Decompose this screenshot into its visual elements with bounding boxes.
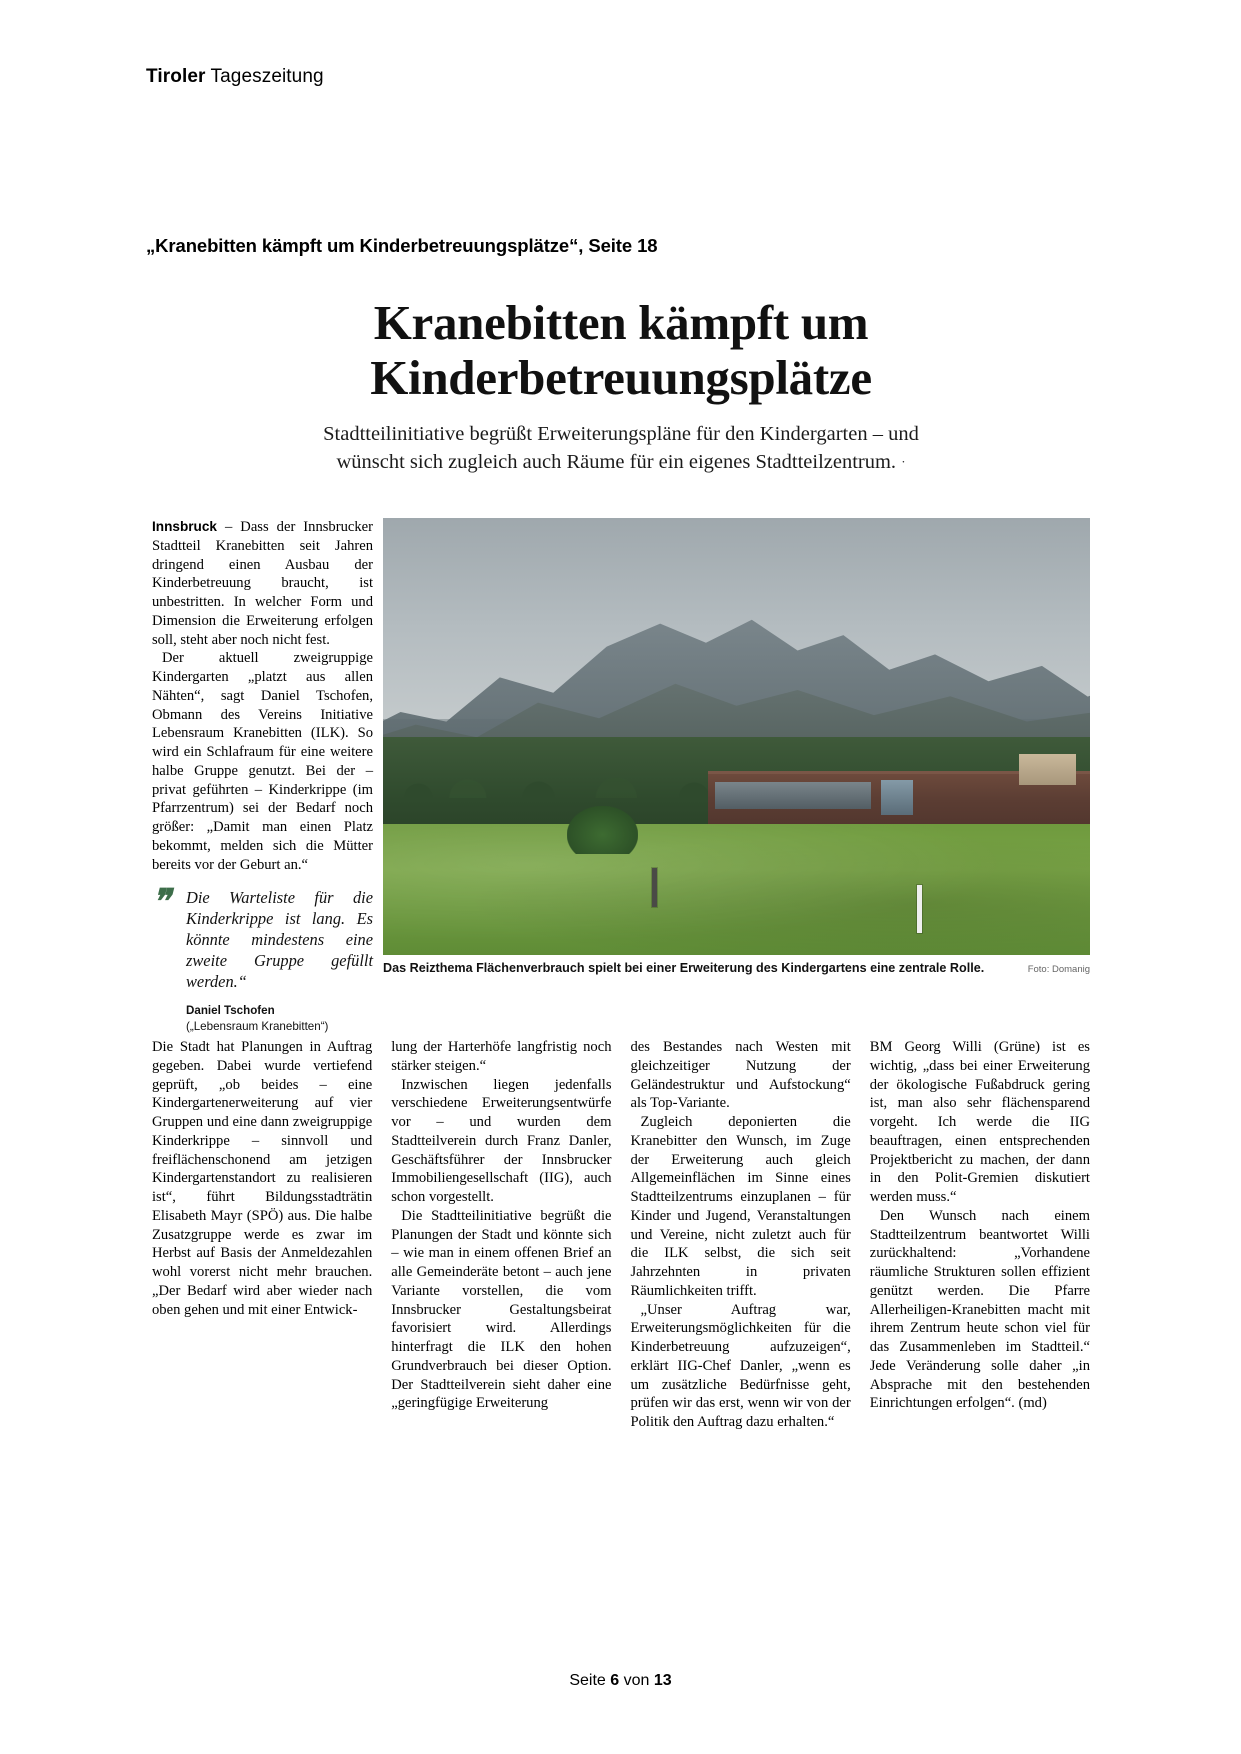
article-column-3 <box>631 1038 851 1432</box>
footer-current-page: 6 <box>610 1672 620 1689</box>
column-2-paragraph-1: lung der Harterhöfe langfristig noch stärker steigen.“ <box>391 1039 612 1074</box>
photo-building-window-band <box>715 782 871 808</box>
article-upper-block <box>152 518 1090 1035</box>
subheadline-line-2 <box>182 448 1060 476</box>
masthead-brand-bold: Tiroler <box>146 66 206 87</box>
headline-line-2: Kinderbetreuungsplätze <box>370 349 872 405</box>
subheadline-line-1: Stadtteilinitiative begrüßt Erweiterungspläne für den Kindergarten – und <box>323 422 919 445</box>
photo-neighbour-house <box>1019 754 1076 785</box>
photo-post-left <box>652 868 657 907</box>
column-3-paragraph-1: des Bestandes nach Westen mit gleichzeitiger Nutzung der Geländestruktur und Aufstockung“ als Top-Variante. <box>630 1039 851 1112</box>
column-3-paragraph-3: „Unser Auftrag war, Erweiterungsmöglichkeiten für die Kinderbetreuung aufzuzeigen“, erklärt IIG-Chef Danler, „wenn es um zusätzliche Bedürfnisse geht, prüfen wir das erst, wenn wir von der Politik den Auftrag dazu erhalten.“ <box>630 1301 851 1430</box>
photo-building-window-tall <box>881 780 913 815</box>
photo-caption-bar <box>383 961 1090 975</box>
article-column-1 <box>152 1038 372 1432</box>
pull-quote-author-role: („Lebensraum Kranebitten“) <box>186 1019 329 1033</box>
masthead <box>146 66 324 88</box>
subheadline-line-2-text: wünscht sich zugleich auch Räume für ein eigenes Stadtteilzentrum. <box>336 451 897 474</box>
article-headline <box>192 296 1050 406</box>
lead-paragraph-1 <box>152 518 373 649</box>
column-2-paragraph-2: Inzwischen liegen jedenfalls verschiedene Erweiterungsentwürfe vor – und wurden dem Stadtteilverein durch Franz Danler, Geschäftsführer der Innsbrucker Immobiliengesellschaft (IIG), auch schon vorgestellt. <box>391 1076 612 1205</box>
quote-mark-icon: ❞ <box>152 884 169 922</box>
photo-bush <box>567 806 638 854</box>
lead-paragraph-2: Der aktuell zweigruppige Kindergarten „platzt aus allen Nähten“, sagt Daniel Tschofen, Obmann des Vereins Initiative Lebensraum Kranebitten (ILK). So wird ein Schlafraum für eine weitere halbe Gruppe genutzt. Bei der – privat geführten – Kinderkrippe (im Pfarrzentrum) sei der Bedarf noch größer: „Damit man einen Platz bekommt, melden sich die Mütter bereits vor der Geburt an.“ <box>152 650 373 873</box>
photo-post-right <box>917 885 922 933</box>
column-2-paragraph-3: Die Stadtteilinitiative begrüßt die Planungen der Stadt und könnte sich – wie man in einem offenen Brief an alle Gemeinderäte betont – auch jene Variante vorstellen, die vom Innsbrucker Gestaltungsbeirat favorisiert wird. Allerdings hinterfragt die ILK den hohen Grundverbrauch bei dieser Option. Der Stadtteilverein sieht daher eine „geringfügige Erweiterung <box>391 1207 612 1412</box>
article-lead-column <box>152 518 373 1035</box>
article-reference-line: „Kranebitten kämpft um Kinderbetreuungsplätze“, Seite 18 <box>146 235 658 256</box>
column-1-paragraph-1: Die Stadt hat Planungen in Auftrag gegeben. Dabei wurde vertiefend geprüft, „ob beides – eine Kindergartenerweiterung auf vier Gruppen und eine dann zweigruppige Kinderkrippe – sinnvoll und freiflächenschonend am jetzigen Kindergartenstandort zu realisieren ist“, führt Bildungsstadträtin Elisabeth Mayr (SPÖ) aus. Die halbe Zusatzgruppe werde es zwar im Herbst auf Basis der Anmeldezahlen wohl vorerst nicht mehr brauchen. „Der Bedarf wird aber wieder nach oben gehen und mit einer Entwick- <box>152 1039 373 1318</box>
page-footer <box>0 1672 1241 1690</box>
article-dateline: Innsbruck <box>152 519 217 534</box>
footer-total-pages: 13 <box>653 1672 672 1689</box>
pull-quote-text: Die Warteliste für die Kinderkrippe ist lang. Es könnte mindestens eine zweite Gruppe gefüllt werden.“ <box>186 888 373 992</box>
photo-caption: Das Reizthema Flächenverbrauch spielt bei einer Erweiterung des Kindergartens eine zentrale Rolle. <box>383 961 985 975</box>
lead-paragraph-1-text: – Dass der Innsbrucker Stadtteil Kranebitten seit Jahren dringend einen Ausbau der Kinderbetreuung braucht, ist unbestritten. In welcher Form und Dimension die Erweiterung erfolgen soll, steht aber noch nicht fest. <box>152 519 374 648</box>
photo-credit: Foto: Domanig <box>1027 964 1090 975</box>
column-3-paragraph-2: Zugleich deponierten die Kranebitter den Wunsch, im Zuge der Erweiterung auch gleich Allgemeinflächen im Sinne eines Stadtteilzentrums einzuplanen – für Kinder und Jugend, Veranstaltungen und Vereine, nicht zuletzt auch für die ILK selbst, die sich seit Jahrzehnten in privaten Räumlichkeiten trifft. <box>630 1114 851 1299</box>
article-photo <box>383 518 1090 955</box>
footer-middle: von <box>619 1672 654 1689</box>
pull-quote <box>152 884 373 1034</box>
column-4-paragraph-2: Den Wunsch nach einem Stadtteilzentrum beantwortet Willi zurückhaltend: „Vorhandene räumliche Strukturen sollen effizient genützt werden. Die Pfarre Allerheiligen-Kranebitten macht mit ihrem Zentrum heute schon viel für das Zusammenleben im Stadtteil.“ Jede Veränderung solle daher „in Absprache mit den bestehenden Einrichtungen erfolgen“. (md) <box>869 1207 1090 1412</box>
column-4-paragraph-1: BM Georg Willi (Grüne) ist es wichtig, „dass bei einer Erweiterung der ökologische Fußabdruck gering ist, man also sehr flächensparend vorgeht. Ich werde die IIG beauftragen, einen entsprechenden Projektbericht zu machen, der dann in den Polit-Gremien diskutiert werden muss.“ <box>869 1039 1090 1205</box>
subheadline-dash: · <box>901 454 906 470</box>
photo-meadow <box>383 824 1090 955</box>
article-photo-block <box>383 518 1090 1035</box>
article-subheadline <box>182 420 1060 477</box>
article-column-4 <box>870 1038 1090 1432</box>
headline-line-1: Kranebitten kämpft um <box>373 295 869 350</box>
masthead-brand-light: Tageszeitung <box>205 66 324 87</box>
pull-quote-author: Daniel Tschofen <box>186 1004 275 1018</box>
footer-prefix: Seite <box>569 1672 611 1689</box>
article-column-2 <box>391 1038 611 1432</box>
newspaper-clipping <box>152 296 1090 1496</box>
pull-quote-attribution <box>186 1003 373 1034</box>
article-lower-columns <box>152 1038 1090 1432</box>
